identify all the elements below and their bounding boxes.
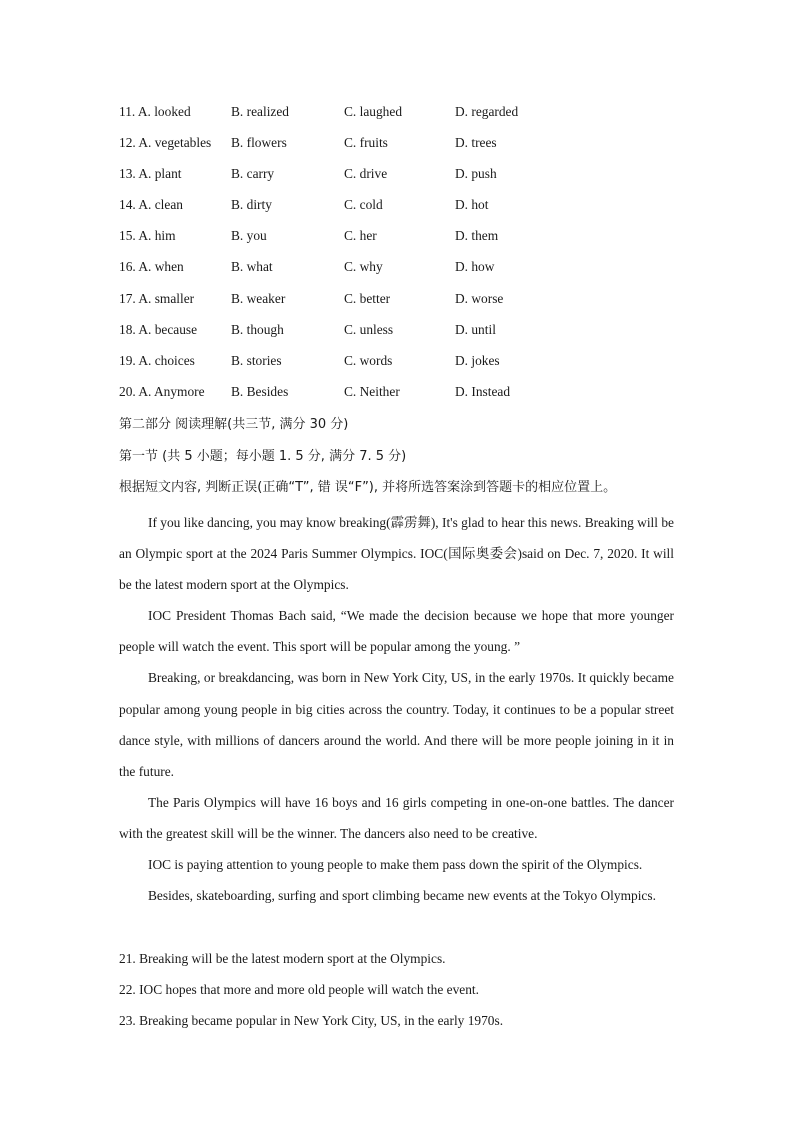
instruction-text: 根据短文内容, 判断正误(正确“T”, 错 误“F”), 并将所选答案涂到答题卡的相应位置上。: [119, 480, 617, 495]
true-false-questions: [119, 943, 679, 1036]
option-a: 14. A. clean: [119, 197, 183, 213]
option-a: 13. A. plant: [119, 166, 182, 182]
option-c: C. cold: [344, 197, 383, 213]
passage-paragraph: Breaking, or breakdancing, was born in New York City, US, in the early 1970s. It quickly became popular among young people in big cities across the country. Today, it continues to be a popular street dance style, with millions of dancers around the world. And there will be more people joining in it in the future.: [119, 670, 674, 779]
reading-passage: [119, 507, 674, 911]
option-a: 20. A. Anymore: [119, 383, 205, 399]
option-c: C. drive: [344, 166, 388, 182]
option-row-18: [119, 319, 679, 350]
option-b: B. dirty: [231, 197, 272, 213]
option-row-19: [119, 350, 679, 381]
option-d: D. them: [455, 228, 499, 244]
passage-paragraph: IOC is paying attention to young people to make them pass down the spirit of the Olympics.: [148, 857, 643, 873]
passage-paragraph: The Paris Olympics will have 16 boys and 16 girls competing in one-on-one battles. The dancer with the greatest skill will be the winner. The dancers also need to be creative.: [119, 794, 674, 841]
option-b: B. Besides: [231, 383, 289, 399]
option-row-13: [119, 163, 679, 194]
option-c: C. words: [344, 352, 393, 368]
option-c: C. fruits: [344, 135, 388, 151]
passage-paragraph: Besides, skateboarding, surfing and sport climbing became new events at the Tokyo Olympics.: [148, 888, 656, 904]
option-a: 17. A. smaller: [119, 290, 195, 306]
option-b: B. stories: [231, 352, 282, 368]
option-row-20: [119, 381, 679, 412]
option-d: D. jokes: [455, 352, 500, 368]
option-b: B. realized: [231, 104, 289, 119]
option-c: C. her: [344, 228, 377, 244]
option-a: 16. A. when: [119, 259, 184, 275]
option-a: 19. A. choices: [119, 352, 195, 368]
option-d: D. hot: [455, 197, 489, 213]
option-d: D. until: [455, 321, 496, 337]
option-c: C. better: [344, 290, 391, 306]
option-row-12: [119, 132, 679, 163]
option-b: B. though: [231, 321, 284, 337]
option-d: D. regarded: [455, 104, 519, 119]
option-b: B. carry: [231, 166, 275, 182]
option-row-15: [119, 225, 679, 256]
option-a: 18. A. because: [119, 321, 198, 337]
option-b: B. what: [231, 259, 273, 275]
option-a: 12. A. vegetables: [119, 135, 212, 151]
option-c: C. laughed: [344, 104, 403, 119]
section-heading: 第一节 (共 5 小题；每小题 1. 5 分, 满分 7. 5 分): [119, 449, 407, 464]
option-row-14: [119, 194, 679, 225]
option-a: 11. A. looked: [119, 104, 191, 119]
option-a: 15. A. him: [119, 228, 176, 244]
option-c: C. Neither: [344, 383, 400, 399]
option-c: C. unless: [344, 321, 394, 337]
option-b: B. flowers: [231, 135, 287, 151]
option-b: B. weaker: [231, 290, 286, 306]
passage-paragraph: IOC President Thomas Bach said, “We made the decision because we hope that more younger people will watch the event. This sport will be popular among the young. ”: [119, 608, 674, 655]
option-c: C. why: [344, 259, 383, 275]
option-row-11: [119, 101, 679, 132]
part-heading: 第二部分 阅读理解(共三节, 满分 30 分): [119, 417, 349, 432]
option-d: D. trees: [455, 135, 497, 151]
option-d: D. worse: [455, 290, 504, 306]
option-row-17: [119, 288, 679, 319]
question-23: 23. Breaking became popular in New York City, US, in the early 1970s.: [119, 1013, 504, 1029]
multiple-choice-options: [119, 101, 679, 412]
question-21: 21. Breaking will be the latest modern sport at the Olympics.: [119, 951, 446, 966]
option-row-16: [119, 256, 679, 287]
option-d: D. push: [455, 166, 497, 182]
option-b: B. you: [231, 228, 267, 244]
option-d: D. Instead: [455, 383, 511, 399]
option-d: D. how: [455, 259, 495, 275]
passage-paragraph: If you like dancing, you may know breaking(霹雳舞), It's glad to hear this news. Breaking will be an Olympic sport at the 2024 Paris Summer Olympics. IOC(国际奥委会)said on Dec. 7, 2020. It will be the latest modern sport at the Olympics.: [119, 515, 674, 593]
question-22: 22. IOC hopes that more and more old people will watch the event.: [119, 982, 479, 998]
